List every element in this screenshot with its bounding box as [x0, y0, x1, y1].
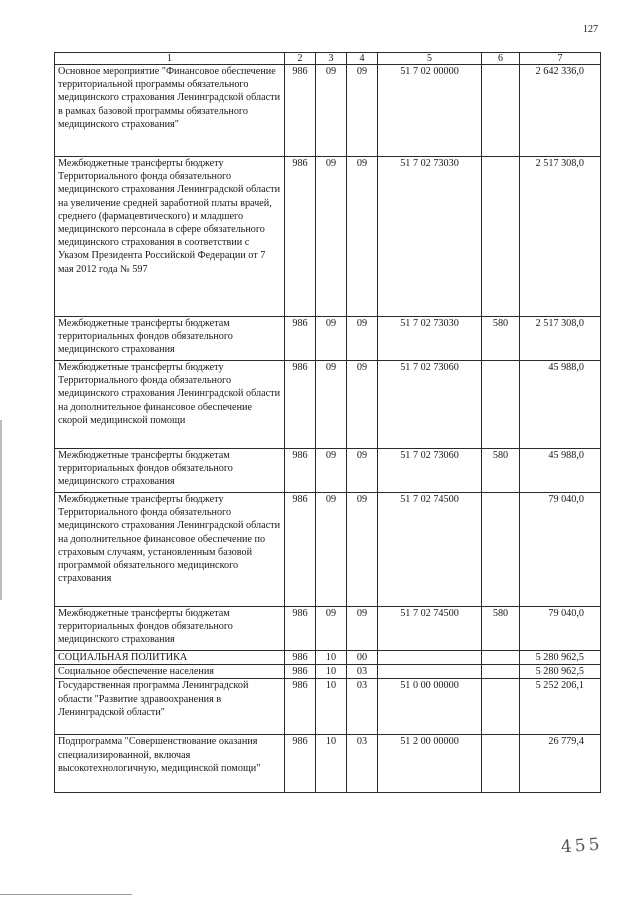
row-expense-type	[482, 361, 520, 449]
row-name: Основное мероприятие "Финансовое обеспечение территориальной программы обязательного медицинского страхования Ленинградской области в рамках базовой программы обязательного медицинского страхования"	[55, 65, 285, 157]
table-row	[55, 449, 601, 493]
row-grbs: 986	[285, 157, 316, 317]
row-grbs: 986	[285, 493, 316, 607]
header-cell: 1	[55, 53, 285, 65]
row-expense-type	[482, 493, 520, 607]
budget-table	[54, 52, 601, 793]
row-amount: 2 517 308,0	[520, 317, 601, 361]
row-target-code: 51 7 02 00000	[378, 65, 482, 157]
table-header-row	[55, 53, 601, 65]
table-row	[55, 493, 601, 607]
row-subsection: 09	[347, 607, 378, 651]
table-row	[55, 735, 601, 793]
row-target-code: 51 7 02 74500	[378, 493, 482, 607]
row-expense-type	[482, 735, 520, 793]
row-subsection: 09	[347, 361, 378, 449]
row-subsection: 09	[347, 65, 378, 157]
row-expense-type	[482, 679, 520, 735]
row-grbs: 986	[285, 317, 316, 361]
row-target-code	[378, 665, 482, 679]
row-expense-type	[482, 157, 520, 317]
row-section: 09	[316, 493, 347, 607]
row-subsection: 03	[347, 679, 378, 735]
header-cell: 4	[347, 53, 378, 65]
row-subsection: 03	[347, 665, 378, 679]
row-amount: 2 642 336,0	[520, 65, 601, 157]
row-target-code: 51 7 02 73060	[378, 361, 482, 449]
page-number: 127	[583, 24, 598, 35]
row-grbs: 986	[285, 735, 316, 793]
row-grbs: 986	[285, 65, 316, 157]
header-cell: 3	[316, 53, 347, 65]
row-name: Межбюджетные трансферты бюджетам территориальных фондов обязательного медицинского страхования	[55, 317, 285, 361]
row-name: Межбюджетные трансферты бюджетам территориальных фондов обязательного медицинского страхования	[55, 607, 285, 651]
table-row	[55, 317, 601, 361]
scan-edge-mark	[0, 420, 2, 600]
table-row	[55, 651, 601, 665]
row-target-code: 51 7 02 73030	[378, 317, 482, 361]
scan-bottom-line	[0, 894, 132, 895]
row-expense-type	[482, 65, 520, 157]
row-subsection: 09	[347, 157, 378, 317]
row-target-code	[378, 651, 482, 665]
row-name: Межбюджетные трансферты бюджету Территориального фонда обязательного медицинского страхования Ленинградской области на дополнительное финансовое обеспечение по страховым случаям, установленным базовой программой обязательного медицинского страхования	[55, 493, 285, 607]
row-grbs: 986	[285, 679, 316, 735]
row-amount: 79 040,0	[520, 493, 601, 607]
row-target-code: 51 7 02 73060	[378, 449, 482, 493]
row-amount: 45 988,0	[520, 361, 601, 449]
row-target-code: 51 2 00 00000	[378, 735, 482, 793]
row-amount: 5 280 962,5	[520, 651, 601, 665]
row-grbs: 986	[285, 361, 316, 449]
row-subsection: 09	[347, 317, 378, 361]
row-amount: 26 779,4	[520, 735, 601, 793]
table-row	[55, 157, 601, 317]
row-grbs: 986	[285, 449, 316, 493]
row-name: Подпрограмма "Совершенствование оказания специализированной, включая высокотехнологичную, медицинской помощи"	[55, 735, 285, 793]
row-section: 10	[316, 735, 347, 793]
row-name: Межбюджетные трансферты бюджетам территориальных фондов обязательного медицинского страхования	[55, 449, 285, 493]
row-subsection: 03	[347, 735, 378, 793]
row-section: 09	[316, 449, 347, 493]
table-row	[55, 665, 601, 679]
row-name: СОЦИАЛЬНАЯ ПОЛИТИКА	[55, 651, 285, 665]
row-name: Межбюджетные трансферты бюджету Территориального фонда обязательного медицинского страхования Ленинградской области на дополнительное финансовое обеспечение скорой медицинской помощи	[55, 361, 285, 449]
header-cell: 5	[378, 53, 482, 65]
row-grbs: 986	[285, 665, 316, 679]
table-row	[55, 361, 601, 449]
row-section: 09	[316, 607, 347, 651]
row-name: Государственная программа Ленинградской области "Развитие здравоохранения в Ленинградской области"	[55, 679, 285, 735]
row-amount: 45 988,0	[520, 449, 601, 493]
table-row	[55, 65, 601, 157]
row-expense-type	[482, 651, 520, 665]
row-grbs: 986	[285, 651, 316, 665]
row-expense-type: 580	[482, 317, 520, 361]
row-name: Межбюджетные трансферты бюджету Территориального фонда обязательного медицинского страхования Ленинградской области на увеличение средней заработной платы врачей, среднего (фармацевтического) и младшего медицинского персонала в сфере обязательного медицинского страхования в соответствии с Указом Президента Российской Федерации от 7 мая 2012 года № 597	[55, 157, 285, 317]
row-section: 09	[316, 157, 347, 317]
row-subsection: 09	[347, 449, 378, 493]
row-section: 10	[316, 679, 347, 735]
row-target-code: 51 0 00 00000	[378, 679, 482, 735]
row-expense-type: 580	[482, 449, 520, 493]
row-section: 10	[316, 651, 347, 665]
header-cell: 7	[520, 53, 601, 65]
header-cell: 2	[285, 53, 316, 65]
row-target-code: 51 7 02 73030	[378, 157, 482, 317]
row-section: 09	[316, 317, 347, 361]
row-section: 09	[316, 65, 347, 157]
row-expense-type: 580	[482, 607, 520, 651]
row-grbs: 986	[285, 607, 316, 651]
row-amount: 5 252 206,1	[520, 679, 601, 735]
row-expense-type	[482, 665, 520, 679]
row-amount: 5 280 962,5	[520, 665, 601, 679]
header-cell: 6	[482, 53, 520, 65]
row-section: 09	[316, 361, 347, 449]
table-row	[55, 679, 601, 735]
row-subsection: 00	[347, 651, 378, 665]
row-amount: 79 040,0	[520, 607, 601, 651]
row-target-code: 51 7 02 74500	[378, 607, 482, 651]
handwritten-page-mark: 455	[559, 834, 603, 858]
row-amount: 2 517 308,0	[520, 157, 601, 317]
table-row	[55, 607, 601, 651]
row-section: 10	[316, 665, 347, 679]
row-name: Социальное обеспечение населения	[55, 665, 285, 679]
row-subsection: 09	[347, 493, 378, 607]
